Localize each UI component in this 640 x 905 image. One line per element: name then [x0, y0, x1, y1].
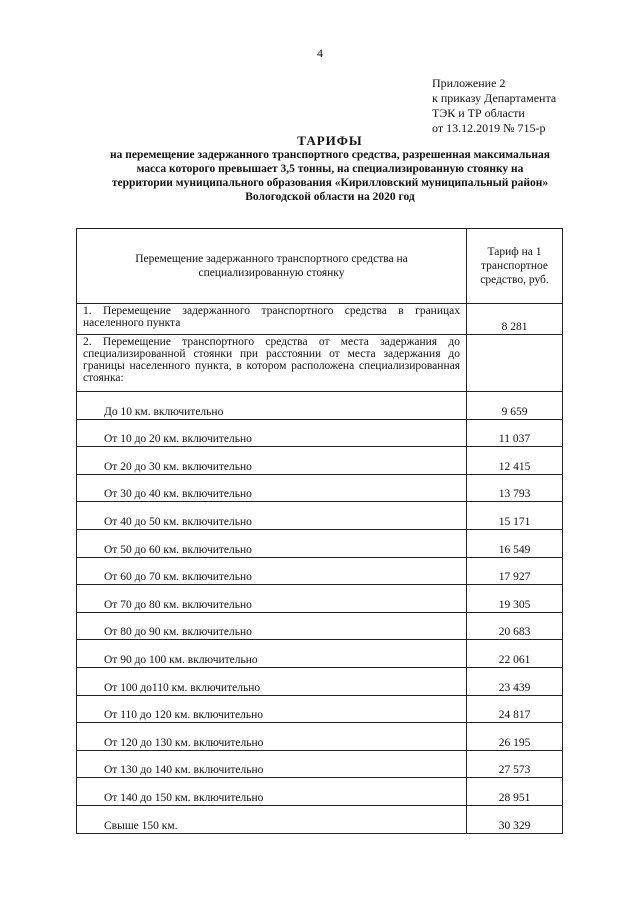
distance-range-label: От 110 до 120 км. включительно	[77, 695, 467, 723]
distance-range-label: От 140 до 150 км. включительно	[77, 778, 467, 806]
distance-range-label: От 100 до110 км. включительно	[77, 667, 467, 695]
tariff-price: 27 573	[467, 750, 563, 778]
appendix-line: Приложение 2	[432, 76, 506, 90]
tariff-price: 11 037	[467, 419, 563, 447]
table-row	[77, 557, 563, 585]
distance-range-label: От 50 до 60 км. включительно	[77, 529, 467, 557]
tariff-price: 9 659	[467, 392, 563, 420]
table-header-row	[77, 229, 563, 304]
table-row	[77, 474, 563, 502]
tariff-price: 16 549	[467, 529, 563, 557]
section-1-row	[77, 304, 563, 335]
appendix-line: ТЭК и ТР области	[432, 106, 525, 120]
table-row	[77, 640, 563, 668]
tariff-price: 15 171	[467, 502, 563, 530]
tariff-price: 24 817	[467, 695, 563, 723]
table-row	[77, 667, 563, 695]
tariff-price: 28 951	[467, 778, 563, 806]
table-row	[77, 447, 563, 475]
table-row	[77, 612, 563, 640]
subtitle-line: Вологодской области на 2020 год	[245, 191, 415, 203]
tariff-price: 17 927	[467, 557, 563, 585]
tariff-price: 12 415	[467, 447, 563, 475]
appendix-reference	[432, 76, 632, 136]
table-row	[77, 392, 563, 420]
table-row	[77, 805, 563, 833]
appendix-line: от 13.12.2019 № 715-р	[432, 121, 546, 135]
table-row	[77, 585, 563, 613]
tariff-price: 23 439	[467, 667, 563, 695]
distance-range-label: От 130 до 140 км. включительно	[77, 750, 467, 778]
tariff-price: 22 061	[467, 640, 563, 668]
tariff-price: 19 305	[467, 585, 563, 613]
distance-range-label: От 20 до 30 км. включительно	[77, 447, 467, 475]
section-2-row	[77, 335, 563, 392]
table-row	[77, 723, 563, 751]
table-row	[77, 750, 563, 778]
distance-range-label: От 60 до 70 км. включительно	[77, 557, 467, 585]
distance-range-label: От 30 до 40 км. включительно	[77, 474, 467, 502]
section-1-description: 1. Перемещение задержанного транспортного средства в границах населенного пункта	[77, 304, 467, 335]
subtitle-line: территории муниципального образования «Кирилловский муниципальный район»	[111, 177, 549, 189]
document-subtitle	[60, 148, 600, 204]
table-row	[77, 502, 563, 530]
appendix-line: к приказу Департамента	[432, 91, 557, 105]
page-number: 4	[317, 46, 323, 60]
tariff-price: 20 683	[467, 612, 563, 640]
distance-range-label: От 120 до 130 км. включительно	[77, 723, 467, 751]
tariff-price: 13 793	[467, 474, 563, 502]
distance-range-label: От 90 до 100 км. включительно	[77, 640, 467, 668]
title-block	[60, 133, 600, 204]
tariff-price: 30 329	[467, 805, 563, 833]
section-2-price	[467, 335, 563, 392]
table-row	[77, 778, 563, 806]
table-row	[77, 529, 563, 557]
header-description: Перемещение задержанного транспортного средства на специализированную стоянку	[77, 229, 467, 304]
distance-range-label: До 10 км. включительно	[77, 392, 467, 420]
distance-range-label: От 10 до 20 км. включительно	[77, 419, 467, 447]
table-row	[77, 695, 563, 723]
table-row	[77, 419, 563, 447]
section-1-price: 8 281	[467, 304, 563, 335]
tariff-table	[76, 228, 563, 834]
section-2-description: 2. Перемещение транспортного средства от места задержания до специализированной стоянки при расстоянии от места задержания до границы населенного пункта, в котором расположена специализированная стоянка:	[77, 335, 467, 392]
subtitle-line: на перемещение задержанного транспортного средства, разрешенная максимальная	[110, 149, 550, 161]
tariff-price: 26 195	[467, 723, 563, 751]
distance-range-label: От 80 до 90 км. включительно	[77, 612, 467, 640]
distance-range-label: От 70 до 80 км. включительно	[77, 585, 467, 613]
subtitle-line: масса которого превышает 3,5 тонны, на специализированную стоянку на	[136, 163, 524, 175]
header-price: Тариф на 1 транспортное средство, руб.	[467, 229, 563, 304]
distance-range-label: Свыше 150 км.	[77, 805, 467, 833]
distance-range-label: От 40 до 50 км. включительно	[77, 502, 467, 530]
document-title: ТАРИФЫ	[297, 133, 363, 148]
